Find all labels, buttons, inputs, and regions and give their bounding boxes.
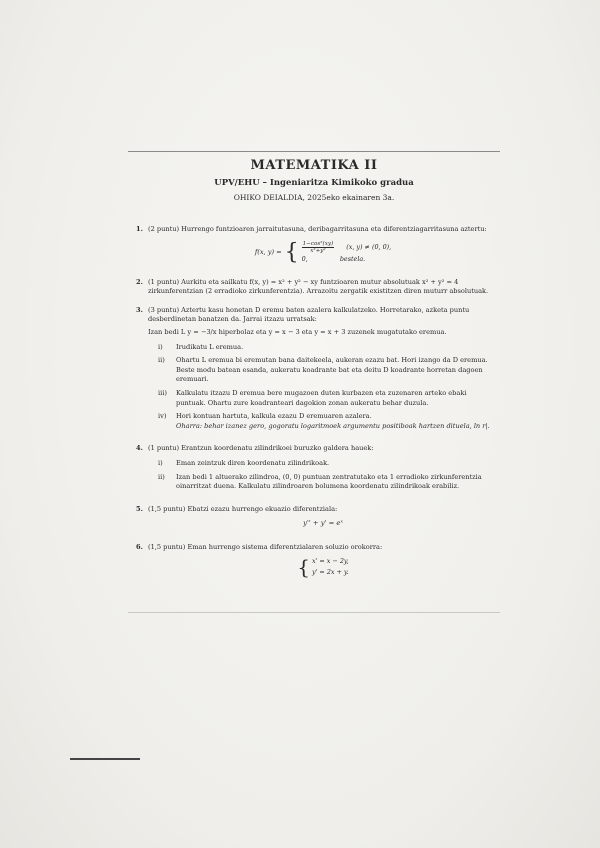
question-5 <box>136 505 498 534</box>
subquestion-label: ii) <box>158 472 165 481</box>
question-6 <box>136 543 498 583</box>
question-text: Erantzun koordenatu zilindrikoei buruzko galdera hauek: <box>181 444 374 453</box>
exam-title: MATEMATIKA II <box>250 158 378 173</box>
subquestion-label: i) <box>158 458 163 467</box>
subquestion-text: Hori kontuan hartuta, kalkula ezazu D eremuaren azalera. <box>176 412 372 421</box>
exam-subtitle: UPV/EHU – Ingeniaritza Kimikoko gradua <box>214 178 414 188</box>
exam-session: OHIKO DEIALDIA, 2025eko ekainaren 3a. <box>233 193 395 202</box>
fraction-denominator: x²+y² <box>310 247 326 254</box>
question-number: 2. <box>136 277 143 286</box>
question-points: (3 puntu) <box>148 305 180 314</box>
differential-equation: y'' + y' = eˣ <box>303 519 343 528</box>
question-2 <box>136 278 498 297</box>
question-number: 6. <box>136 542 143 551</box>
question-text: Aurkitu eta sailkatu f(x, y) = x² + y² − xy funtzioaren mutur absolutuak x² + y² = 4 zirkunferentzian (2 erradioko zirkunferentzia). Arrazoitu zergatik existitzen diren muturr absolutuak. <box>148 277 489 296</box>
question-text: Aztertu kasu honetan D eremu baten azalera kalkulatzeko. Horretarako, azketa puntu desberdinetan banatzen da. Jarrai itzazu urratsak: <box>148 305 470 324</box>
function-definition <box>148 241 498 265</box>
question-number: 1. <box>136 225 143 233</box>
header-rule <box>128 151 500 152</box>
subquestion-text: Ohartu L eremua bi eremutan bana daitekeela, aukeran ezazu bat. Hori izango da D eremua. Beste modu batean esanda, aukeratu koadrante bat eta deitu D koadrante horretan dagoen eremuari. <box>176 356 488 384</box>
subquestion-text: Eman zeintzuk diren koordenatu zilindrikoak. <box>176 458 330 467</box>
brace-symbol: { <box>297 555 311 580</box>
subquestion <box>158 459 498 469</box>
subquestion-label: i) <box>158 342 163 351</box>
question-points: (2 puntu) <box>148 225 180 233</box>
question-3 <box>136 306 498 436</box>
question-1 <box>136 225 498 269</box>
subquestion-list <box>158 459 498 492</box>
question-points: (1 puntu) <box>148 444 180 453</box>
question-text: Hurrengo funtzioaren jarraitutasuna, deribagarritasuna eta diferentziagarritasuna aztertu: <box>181 225 487 233</box>
differential-system <box>148 556 498 578</box>
footer-rule <box>128 612 500 613</box>
subquestion <box>158 343 498 353</box>
subquestion-text: Irudikatu L eremua. <box>176 342 244 351</box>
subquestion <box>158 473 498 492</box>
question-intro: Izan bedi L y = −3/x hiperbolaz eta y = x − 3 eta y = x + 3 zuzenek mugatutako eremua. <box>148 327 447 336</box>
subquestion-label: iv) <box>158 412 167 421</box>
question-text: Eman hurrengo sistema diferentzialaren soluzio orokorra: <box>187 542 383 551</box>
question-points: (1,5 puntu) <box>148 542 186 551</box>
subquestion-label: ii) <box>158 356 165 365</box>
brace-symbol: { <box>284 239 299 265</box>
question-number: 4. <box>136 444 143 453</box>
subquestion-text: Kalkulatu itzazu D eremua bere mugazoen duten kurbazen eta zuzenaren arteko ebaki puntuak. Ohartu zure koadranteari dagokion zonan aukeratu behar duzula. <box>176 388 467 407</box>
question-note: Oharra: behar izanez gero, gogoratu logaritmoek argumentu positiboak hartzen dituela, ln r|. <box>176 421 490 430</box>
exam-header <box>128 158 500 202</box>
case2-value: 0, <box>301 254 308 263</box>
question-4 <box>136 444 498 495</box>
system-equation-2: y' = 2x + y. <box>312 568 349 577</box>
subquestion <box>158 412 498 431</box>
question-points: (1 puntu) <box>148 277 180 286</box>
system-equation-1: x' = x − 2y, <box>312 557 349 566</box>
question-text: Ebatzi ezazu hurrengo ekuazio diferentziala: <box>187 504 338 513</box>
subquestion-list <box>158 343 498 432</box>
question-number: 3. <box>136 305 143 314</box>
question-list <box>136 225 498 591</box>
question-number: 5. <box>136 504 143 513</box>
subquestion <box>158 356 498 385</box>
fraction-numerator: 1−cos²(xy) <box>302 240 334 247</box>
case1-condition: (x, y) ≠ (0, 0), <box>346 243 392 252</box>
question-points: (1,5 puntu) <box>148 504 186 513</box>
scan-mark <box>70 758 140 760</box>
subquestion <box>158 389 498 408</box>
function-lhs: f(x, y) = <box>254 247 282 256</box>
subquestion-label: iii) <box>158 388 167 397</box>
fraction <box>302 241 335 254</box>
subquestion-text: Izan bedi 1 altuerako zilindroa, (0, 0) puntuan zentratutako eta 1 erradioko zirkunferentzia oinarritzat duena. Kalkulatu zilindroaren bolumena koordenatu zilindrikoak erabiliz. <box>176 472 482 491</box>
case2-condition: bestela. <box>339 254 366 263</box>
